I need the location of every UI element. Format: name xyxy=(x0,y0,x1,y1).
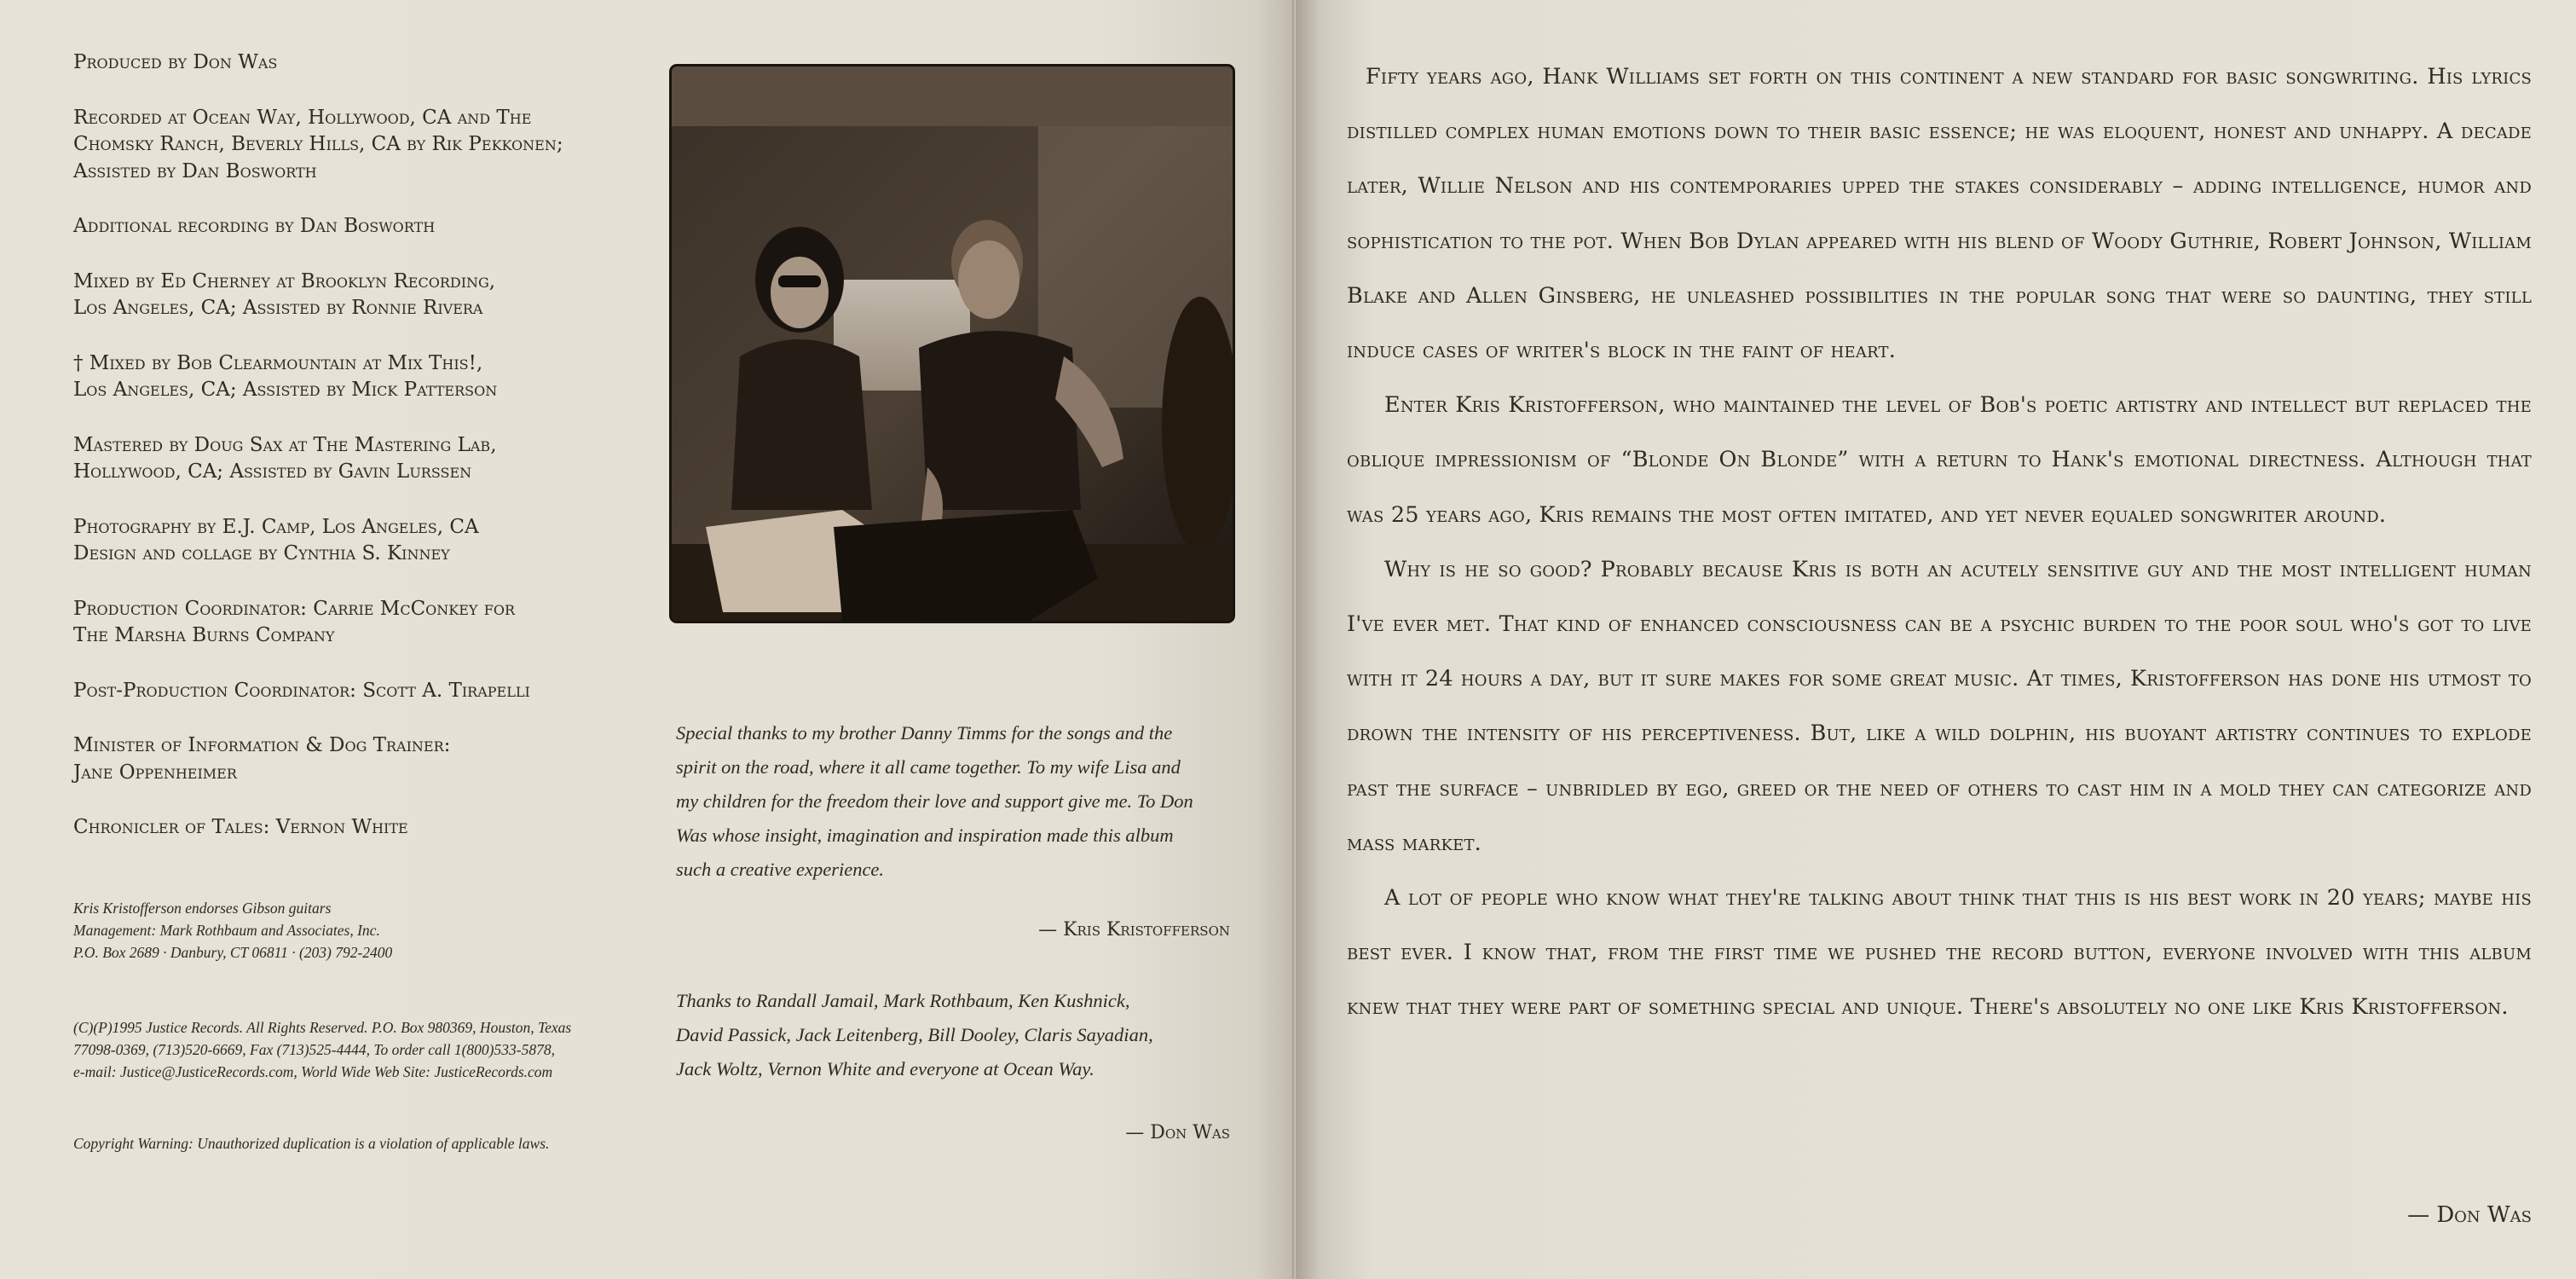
credit-line: Chomsky Ranch, Beverly Hills, CA by Rik Pekkonen; xyxy=(73,133,563,155)
endorsement-note xyxy=(73,897,670,964)
kris-thanks xyxy=(676,716,1230,887)
credit-line: Hollywood, CA; Assisted by Gavin Lurssen xyxy=(73,460,472,483)
kris-thanks-line: Was whose insight, imagination and inspiration made this album xyxy=(676,825,1174,846)
credit-entry xyxy=(73,514,619,568)
copyright-warning-text: Copyright Warning: Unauthorized duplication is a violation of applicable laws. xyxy=(73,1135,550,1152)
credit-line: † Mixed by Bob Clearmountain at Mix This!, xyxy=(73,351,483,374)
essay-paragraph: A lot of people who know what they're talking about think that this is his best work in 20 years; maybe his best ever. I know that, from the first time we pushed the record button, everyone involved with this album knew that they were part of something special and unique. There's absolutely no one like Kris Kristofferson. xyxy=(1347,885,2532,1021)
credit-entry xyxy=(73,732,619,786)
credits-column xyxy=(73,49,619,870)
legal-line: e-mail: Justice@JusticeRecords.com, World Wide Web Site: JusticeRecords.com xyxy=(73,1063,553,1080)
credit-line: Mixed by Ed Cherney at Brooklyn Recording, xyxy=(73,269,496,292)
kris-thanks-line: Special thanks to my brother Danny Timms for the songs and the xyxy=(676,722,1173,744)
credit-line: Chronicler of Tales: Vernon White xyxy=(73,816,408,838)
credit-line: Recorded at Ocean Way, Hollywood, CA and The xyxy=(73,106,532,129)
credit-line: Minister of Information & Dog Trainer: xyxy=(73,734,451,756)
kris-signature: — Kris Kristofferson xyxy=(1038,919,1230,940)
credit-line: Design and collage by Cynthia S. Kinney xyxy=(73,542,450,564)
credit-entry xyxy=(73,350,619,404)
credit-line: Jane Oppenheimer xyxy=(73,761,237,784)
legal-line: 77098-0369, (713)520-6669, Fax (713)525-4444, To order call 1(800)533-5878, xyxy=(73,1041,555,1058)
endorsement-line: P.O. Box 2689 · Danbury, CT 06811 · (203) 792-2400 xyxy=(73,944,393,961)
essay-paragraph: Enter Kris Kristofferson, who maintained the level of Bob's poetic artistry and intellect but replaced the oblique impressionism of “Blonde On Blonde” with a return to Hank's emotional directness. Although that was 25 years ago, Kris remains the most often imitated, and yet never equaled songwriter around. xyxy=(1347,392,2532,528)
credit-entry xyxy=(73,105,619,186)
credit-line: Production Coordinator: Carrie McConkey for xyxy=(73,597,516,620)
kris-thanks-line: such a creative experience. xyxy=(676,859,885,880)
credit-line: The Marsha Burns Company xyxy=(73,624,335,646)
photo-illustration xyxy=(672,67,1233,621)
kris-thanks-line: spirit on the road, where it all came together. To my wife Lisa and xyxy=(676,756,1181,778)
kris-thanks-line: my children for the freedom their love and support give me. To Don xyxy=(676,790,1193,812)
credit-line: Post-Production Coordinator: Scott A. Tirapelli xyxy=(73,679,530,702)
endorsement-line: Kris Kristofferson endorses Gibson guitars xyxy=(73,900,332,917)
copyright-warning xyxy=(73,1132,670,1155)
don-thanks-line: David Passick, Jack Leitenberg, Bill Dooley, Claris Sayadian, xyxy=(676,1024,1153,1045)
credit-line: Photography by E.J. Camp, Los Angeles, CA xyxy=(73,515,479,538)
credit-entry xyxy=(73,814,619,842)
credit-line: Mastered by Doug Sax at The Mastering Lab, xyxy=(73,433,497,456)
credit-entry xyxy=(73,678,619,705)
don-thanks-line: Jack Woltz, Vernon White and everyone at Ocean Way. xyxy=(676,1058,1095,1079)
credit-line: Produced by Don Was xyxy=(73,51,278,73)
don-signature: — Don Was xyxy=(1125,1122,1230,1143)
credit-line: Assisted by Dan Bosworth xyxy=(73,159,317,182)
don-thanks xyxy=(676,984,1230,1086)
credit-entry xyxy=(73,213,619,240)
liner-notes-essay xyxy=(1347,49,2532,1035)
don-thanks-line: Thanks to Randall Jamail, Mark Rothbaum, Ken Kushnick, xyxy=(676,990,1130,1011)
credit-entry xyxy=(73,432,619,486)
essay-signature: — Don Was xyxy=(2407,1202,2532,1228)
essay-paragraph: Why is he so good? Probably because Kris is both an acutely sensitive guy and the most intelligent human I've ever met. That kind of enhanced consciousness can be a psychic burden to the poor soul who's got to live with it 24 hours a day, but it sure makes for some great music. At times, Kristofferson has done his utmost to drown the intensity of his perceptiveness. But, like a wild dolphin, his buoyant artistry continues to explode past the surface – unbridled by ego, greed or the need of others to cast him in a mold they can categorize and mass market. xyxy=(1347,556,2532,856)
legal-line: (C)(P)1995 Justice Records. All Rights Reserved. P.O. Box 980369, Houston, Texas xyxy=(73,1019,572,1036)
legal-notice xyxy=(73,1016,670,1083)
essay-paragraph: Fifty years ago, Hank Williams set forth on this continent a new standard for basic songwriting. His lyrics distilled complex human emotions down to their basic essence; he was eloquent, honest and unhappy. A decade later, Willie Nelson and his contemporaries upped the stakes considerably – adding intelligence, humor and sophistication to the pot. When Bob Dylan appeared with his blend of Woody Guthrie, Robert Johnson, William Blake and Allen Ginsberg, he unleashed possibilities in the popular song that were so daunting, they still induce cases of writer's block in the faint of heart. xyxy=(1347,64,2532,364)
endorsement-line: Management: Mark Rothbaum and Associates, Inc. xyxy=(73,922,380,939)
credit-line: Additional recording by Dan Bosworth xyxy=(73,215,436,237)
band-photo xyxy=(672,67,1233,621)
credit-line: Los Angeles, CA; Assisted by Mick Patterson xyxy=(73,379,498,401)
credit-entry xyxy=(73,596,619,650)
credit-entry xyxy=(73,49,619,77)
credit-entry xyxy=(73,269,619,322)
credit-line: Los Angeles, CA; Assisted by Ronnie Rivera xyxy=(73,297,483,319)
